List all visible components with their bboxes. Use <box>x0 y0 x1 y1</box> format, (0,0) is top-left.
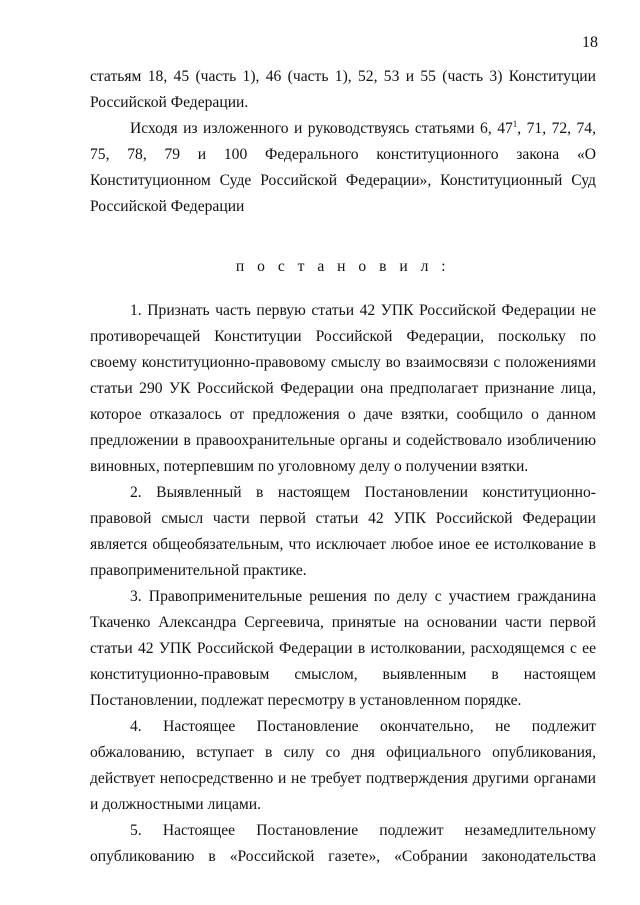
decree-heading: п о с т а н о в и л : <box>235 258 451 275</box>
page-number: 18 <box>582 34 598 51</box>
ruling-item-5: 5. Настоящее Постановление подлежит незамедлительному опубликованию в «Российской газете», «Собрании законодательства <box>90 822 596 865</box>
intro-text-b: , 71, 72, 74, 75, 78, 79 и 100 Федерального конституционного закона «О Конституционном Суде Российской Федерации», Конституционный Суд Российской Федерации <box>90 120 596 215</box>
document-body <box>90 64 596 870</box>
ruling-item-1: 1. Признать часть первую статьи 42 УПК Российской Федерации не противоречащей Конституции Российской Федерации, поскольку по своему конституционно-правовому смыслу во взаимосвязи с положениями статьи 290 УК Российской Федерации она предполагает признание лица, которое отказалось от предложения о даче взятки, сообщило о данном предложении в правоохранительные органы и содействовало изобличению виновных, потерпевшим по уголовному делу о получении взятки. <box>90 302 596 475</box>
ruling-item-2: 2. Выявленный в настоящем Постановлении конституционно-правовой смысл части первой статьи 42 УПК Российской Федерации является общеобязательным, что исключает любое иное ее истолкование в правоприменительной практике. <box>90 484 596 579</box>
intro-superscript: 1 <box>512 118 518 129</box>
ruling-item-3: 3. Правоприменительные решения по делу с участием гражданина Ткаченко Александра Сергеевича, принятые на основании части первой статьи 42 УПК Российской Федерации в истолковании, расходящемся с ее конституционно-правовым смыслом, выявленным в настоящем Постановлении, подлежат пересмотру в установленном порядке. <box>90 588 596 709</box>
ruling-item-4: 4. Настоящее Постановление окончательно, не подлежит обжалованию, вступает в силу со дня официального опубликования, действует непосредственно и не требует подтверждения другими органами и должностными лицами. <box>90 718 596 813</box>
intro-paragraph <box>90 116 596 220</box>
intro-text-a: Исходя из изложенного и руководствуясь статьями 6, 47 <box>130 120 513 137</box>
intro-tail-paragraph: статьям 18, 45 (часть 1), 46 (часть 1), 52, 53 и 55 (часть 3) Конституции Российской Федерации. <box>90 68 596 111</box>
